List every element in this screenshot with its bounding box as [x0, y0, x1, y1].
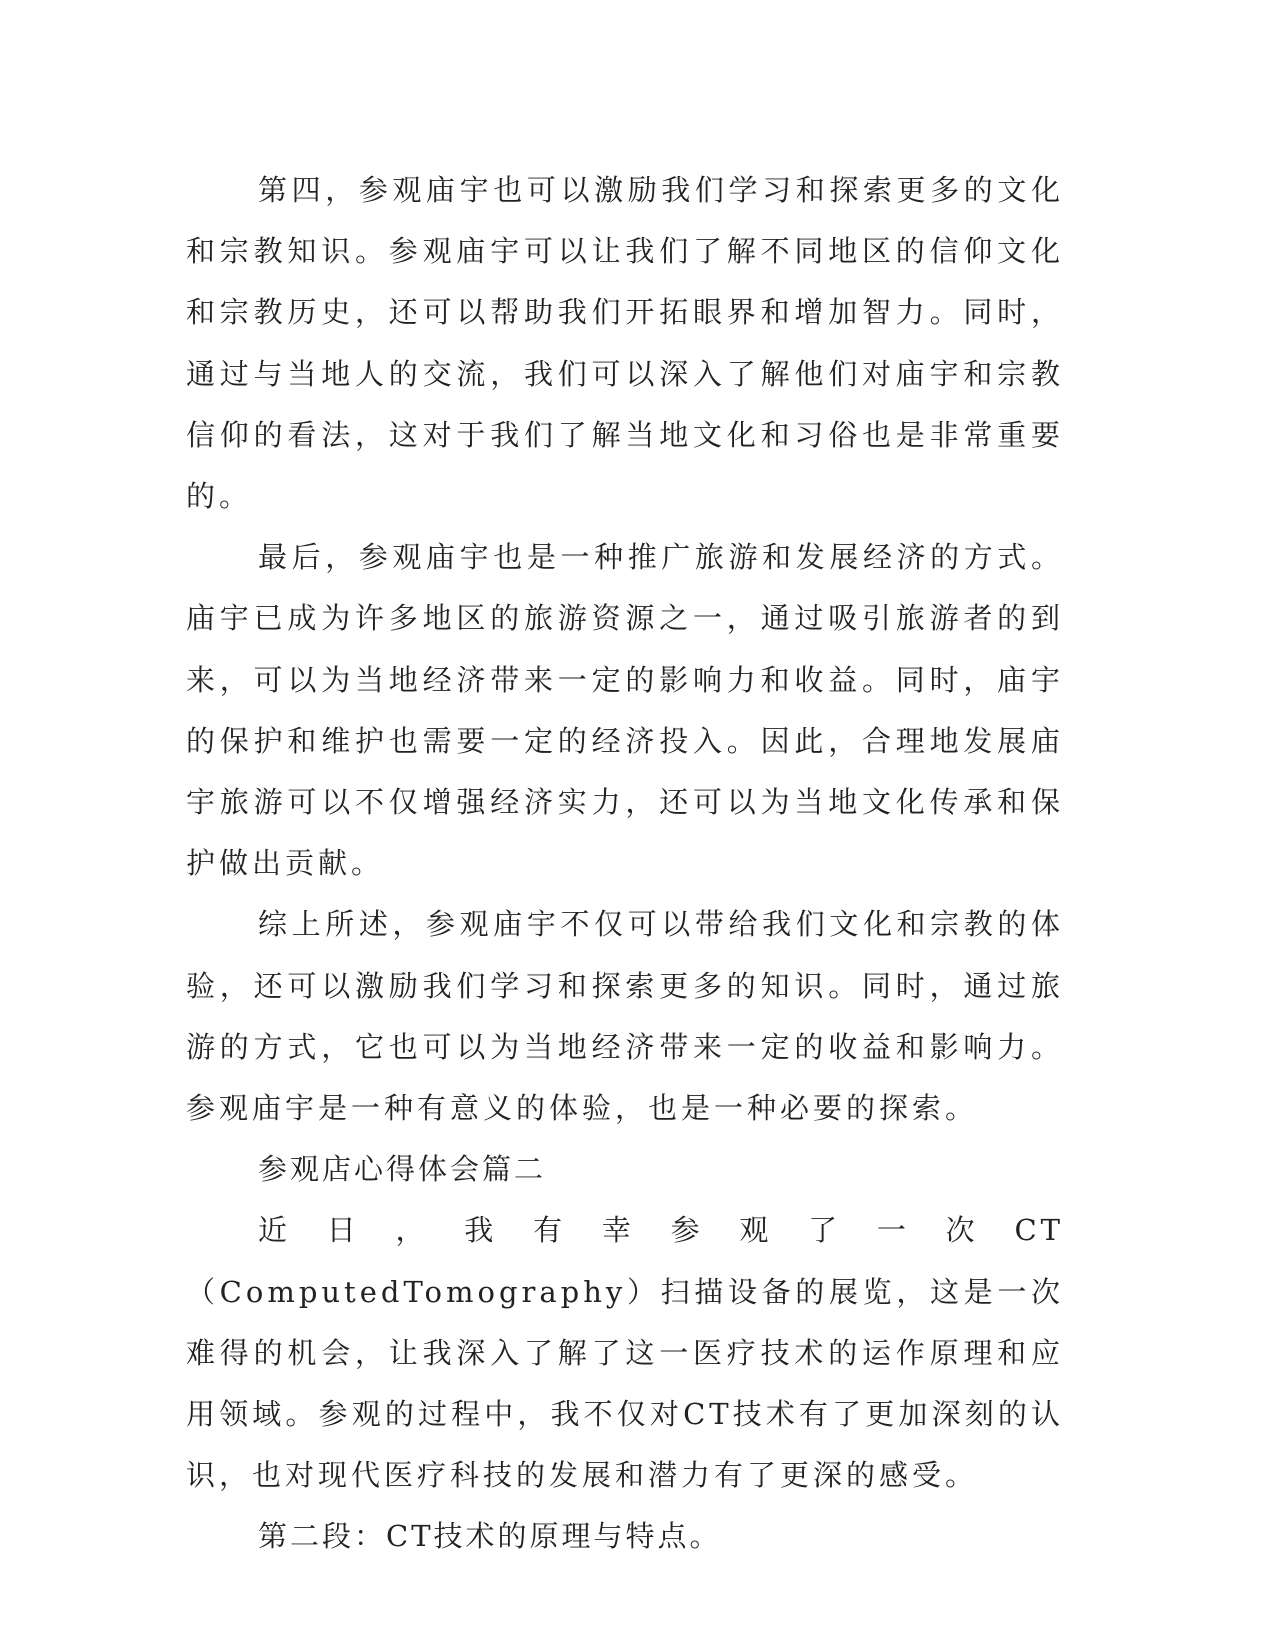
- sub-heading: 第二段：CT技术的原理与特点。: [258, 1519, 722, 1554]
- document-body: [186, 160, 1064, 1568]
- paragraph-finally: 最后，参观庙宇也是一种推广旅游和发展经济的方式。庙宇已成为许多地区的旅游资源之一，通过吸引旅游者的到来，可以为当地经济带来一定的影响力和收益。同时，庙宇的保护和维护也需要一定的经济投入。因此，合理地发展庙宇旅游可以不仅增强经济实力，还可以为当地文化传承和保护做出贡献。: [186, 540, 1064, 881]
- paragraph-summary: 综上所述，参观庙宇不仅可以带给我们文化和宗教的体验，还可以激励我们学习和探索更多的知识。同时，通过旅游的方式，它也可以为当地经济带来一定的收益和影响力。参观庙宇是一种有意义的体验，也是一种必要的探索。: [186, 907, 1064, 1126]
- paragraph-fourth-point: 第四，参观庙宇也可以激励我们学习和探索更多的文化和宗教知识。参观庙宇可以让我们了解不同地区的信仰文化和宗教历史，还可以帮助我们开拓眼界和增加智力。同时，通过与当地人的交流，我们可以深入了解他们对庙宇和宗教信仰的看法，这对于我们了解当地文化和习俗也是非常重要的。: [186, 173, 1064, 514]
- section-title: 参观店心得体会篇二: [258, 1152, 547, 1187]
- paragraph-ct-intro: 近日，我有幸参观了一次CT（ComputedTomography）扫描设备的展览，这是一次难得的机会，让我深入了解了这一医疗技术的运作原理和应用领域。参观的过程中，我不仅对CT技术有了更加深刻的认识，也对现代医疗科技的发展和潜力有了更深的感受。: [186, 1213, 1064, 1493]
